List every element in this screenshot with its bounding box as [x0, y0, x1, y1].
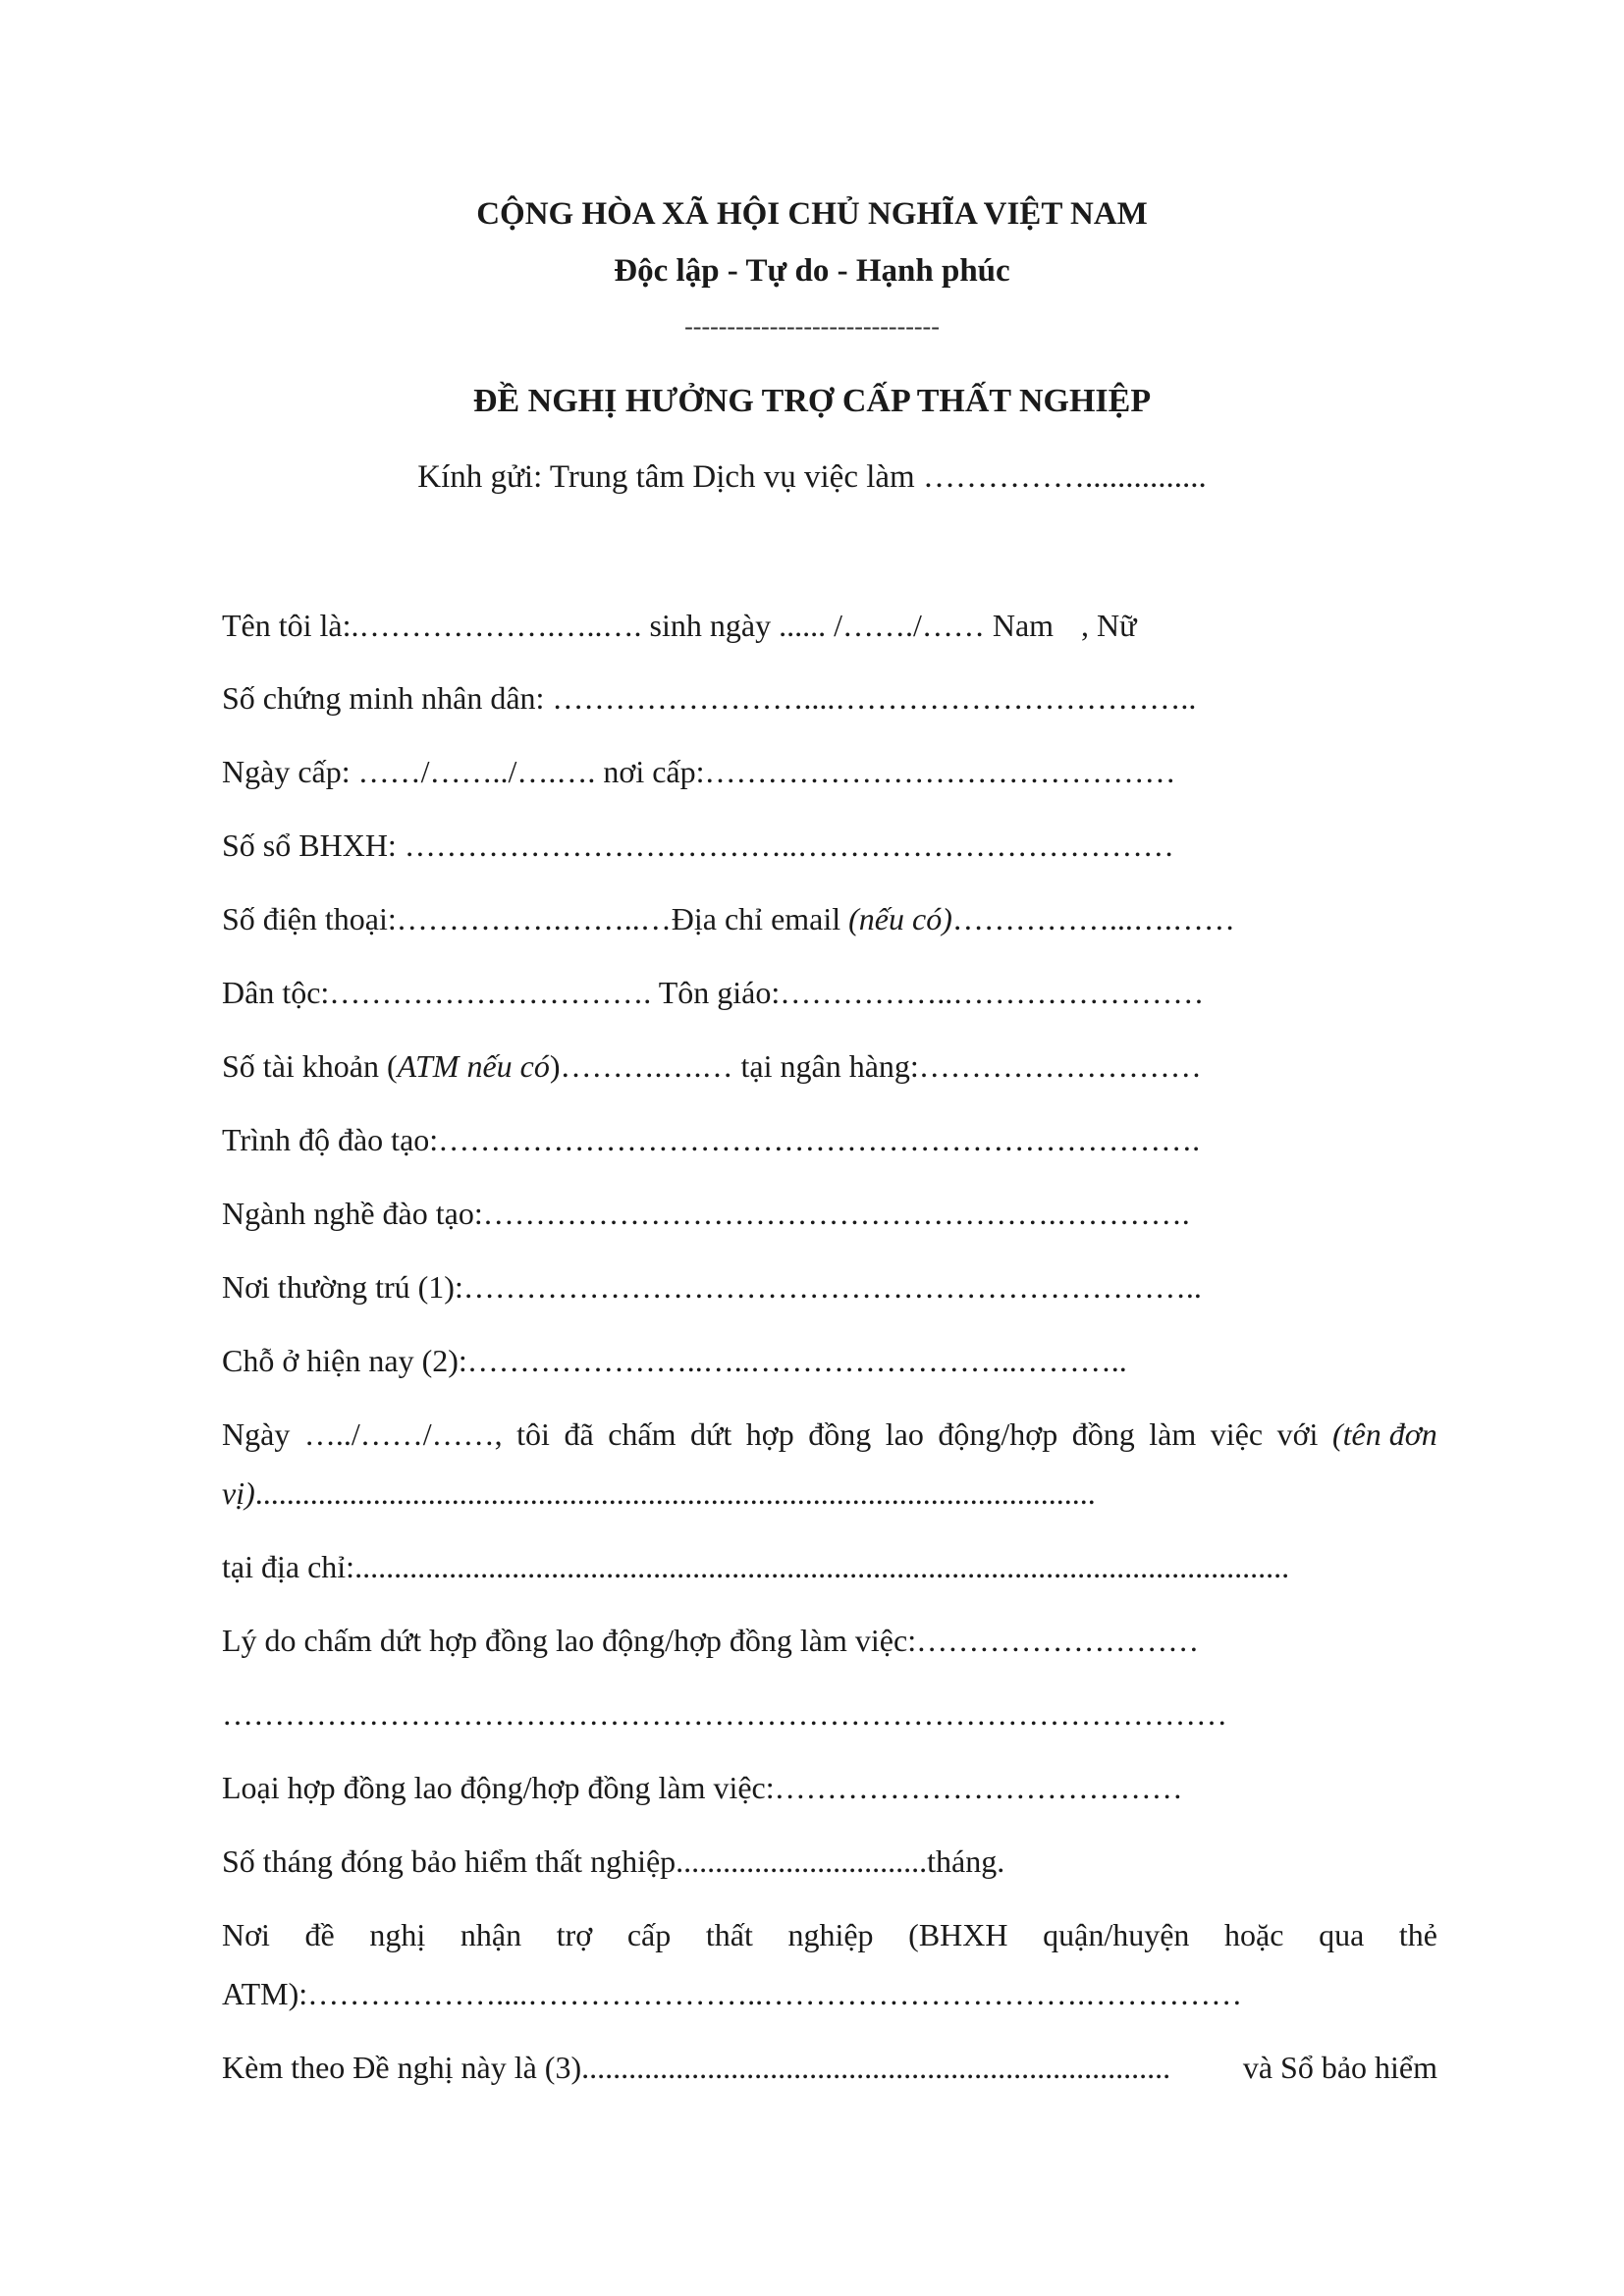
receive-word: thất: [705, 1917, 753, 1952]
phone-suffix: ……………...….……: [951, 901, 1235, 936]
permanent-residence-line: Nơi thường trú (1):……………………………………………………………..: [222, 1269, 1202, 1305]
gender-female: , Nữ: [1081, 608, 1137, 643]
account-suffix: )……….….… tại ngân hàng:………………………: [549, 1048, 1202, 1084]
education-line: Trình độ đào tạo:……………………………………………………………….: [222, 1122, 1201, 1157]
social-insurance-line: Số sổ BHXH: ………………………………..………………………………: [222, 828, 1174, 863]
receive-location-line: [222, 1919, 1437, 1950]
termination-word: việc: [1210, 1416, 1264, 1452]
receive-word: thẻ: [1398, 1917, 1437, 1952]
receive-word: nghị: [369, 1917, 426, 1952]
receive-word: trợ: [556, 1917, 593, 1952]
id-number-line: Số chứng minh nhân dân: ……………………....……………………………..: [222, 680, 1197, 716]
termination-word: …../……/……,: [303, 1416, 503, 1452]
address-line: tại địa chỉ:.......................................................................................................................: [222, 1549, 1290, 1584]
employer-dots: ...........................................................................................................: [254, 1475, 1096, 1511]
termination-word: chấm: [608, 1416, 677, 1452]
employer-name-hint: (tên đơn: [1331, 1416, 1437, 1452]
current-residence-line: Chỗ ở hiện nay (2):…………………..…..……………………..………..: [222, 1343, 1127, 1378]
termination-word: làm: [1149, 1416, 1197, 1452]
receive-word: nhận: [460, 1917, 522, 1952]
recipient-line: Kính gửi: Trung tâm Dịch vụ việc làm ……………...............: [417, 459, 1207, 495]
termination-word: lao: [885, 1416, 924, 1452]
attachment-left: Kèm theo Đề nghị này là (3)...........................................................................: [222, 2050, 1171, 2085]
account-prefix: Số tài khoản (: [222, 1048, 398, 1084]
termination-word: động/hợp: [938, 1416, 1058, 1452]
national-title: CỘNG HÒA XÃ HỘI CHỦ NGHĨA VIỆT NAM: [476, 196, 1148, 232]
bank-account-line: [222, 1050, 1202, 1082]
phone-email-line: [222, 903, 1235, 934]
national-motto: Độc lập - Tự do - Hạnh phúc: [614, 253, 1010, 289]
issue-line: Ngày cấp: ……/……../….…. nơi cấp:………………………………………: [222, 754, 1176, 789]
receive-word: quận/huyện: [1043, 1917, 1190, 1952]
receive-word: Nơi: [222, 1917, 270, 1952]
receive-word: qua: [1319, 1917, 1365, 1952]
insurance-months-line: Số tháng đóng bảo hiểm thất nghiệp................................tháng.: [222, 1843, 1005, 1879]
header-separator: ------------------------------: [684, 312, 940, 341]
termination-word: đồng: [1071, 1416, 1135, 1452]
phone-optional: (nếu có): [848, 901, 952, 936]
phone-prefix: Số điện thoại:…………….……..…Địa chỉ email: [222, 901, 849, 936]
termination-word: với: [1276, 1416, 1319, 1452]
receive-word: đề: [304, 1917, 335, 1952]
termination-word: đã: [564, 1416, 594, 1452]
name-field: Tên tôi là:.……………….…..…. sinh ngày ...... /……./…… Nam: [222, 608, 1055, 643]
ethnicity-line: Dân tộc:…………………………. Tôn giáo:……………..……………………: [222, 975, 1205, 1010]
name-line: [222, 610, 1137, 641]
receive-word: cấp: [626, 1917, 672, 1952]
reason-line: Lý do chấm dứt hợp đồng lao động/hợp đồng làm việc:………………………: [222, 1623, 1200, 1658]
account-optional: ATM nếu có: [397, 1048, 550, 1084]
employer-hint-end: vị): [222, 1475, 255, 1511]
termination-word: hợp: [745, 1416, 794, 1452]
termination-word: đồng: [808, 1416, 872, 1452]
receive-word: nghiệp: [787, 1917, 874, 1952]
termination-cont-line: [222, 1477, 1096, 1509]
termination-word: dứt: [690, 1416, 732, 1452]
form-title: ĐỀ NGHỊ HƯỞNG TRỢ CẤP THẤT NGHIỆP: [472, 383, 1152, 419]
termination-word: Ngày: [222, 1416, 291, 1452]
contract-type-line: Loại hợp đồng lao động/hợp đồng làm việc:…………………………………: [222, 1770, 1183, 1805]
receive-word: hoặc: [1224, 1917, 1284, 1952]
receive-location-cont-line: ATM):………………....…………………..………………………….……………: [222, 1976, 1243, 2011]
receive-word: (BHXH: [908, 1917, 1008, 1952]
attachment-line: [222, 2052, 1437, 2083]
major-line: Ngành nghề đào tạo:……………………………………………….………….: [222, 1196, 1190, 1231]
termination-line: [222, 1418, 1437, 1450]
termination-word: tôi: [516, 1416, 550, 1452]
reason-dots-line: ……………………………………………………………………………………: [222, 1696, 1227, 1732]
attachment-right: và Sổ bảo hiểm: [1242, 2050, 1437, 2085]
